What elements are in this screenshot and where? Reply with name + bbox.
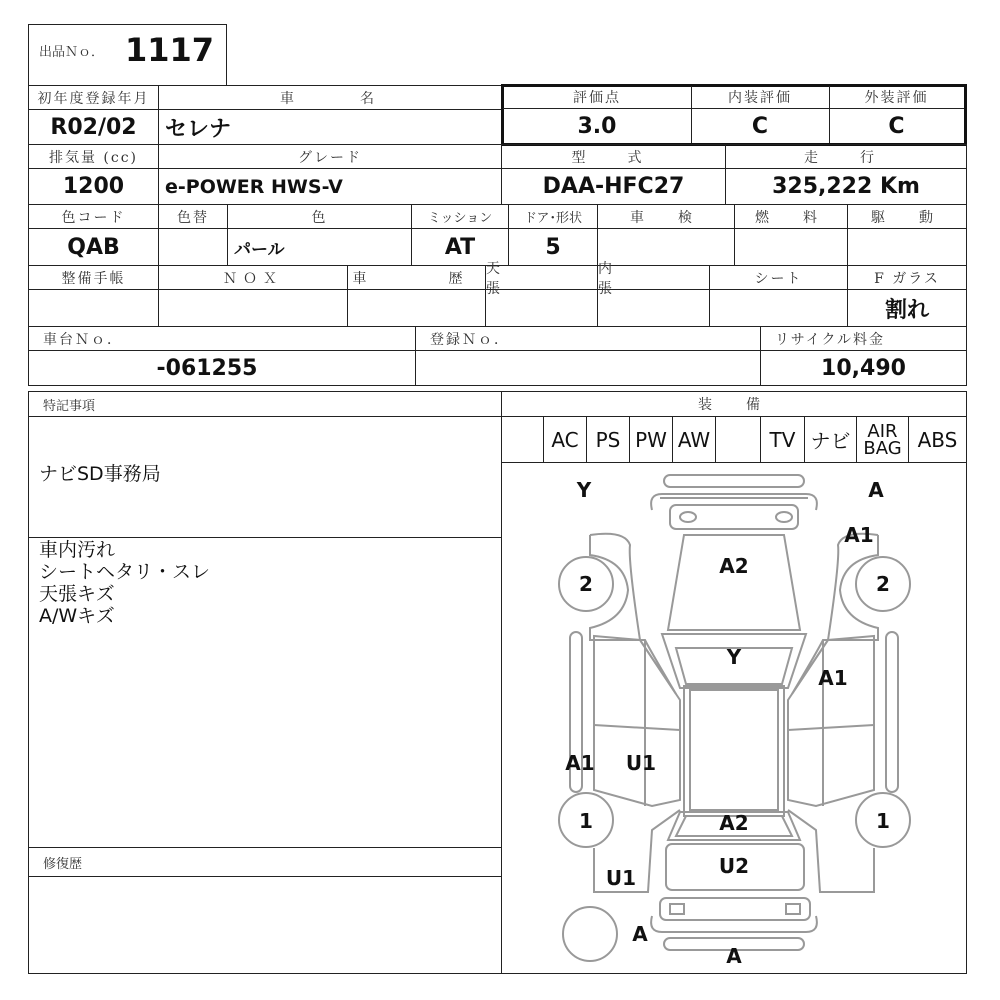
model-value: DAA-HFC27 xyxy=(501,168,726,205)
mark-right-front-door: A1 xyxy=(818,666,848,690)
mark-top-right: A xyxy=(868,478,884,502)
mission-label: ミッション xyxy=(411,204,509,229)
fuel-value xyxy=(734,228,848,266)
mark-left-quarter: U1 xyxy=(605,866,637,890)
nox-value xyxy=(158,289,348,327)
mark-front-left-wheel: 2 xyxy=(579,572,593,596)
door-value: 5 xyxy=(508,228,598,266)
notes-list xyxy=(39,539,210,627)
history-value xyxy=(347,289,486,327)
rear-bumper-top xyxy=(660,898,810,920)
notes-label: 特記事項 xyxy=(28,391,502,417)
door-label: ドア･形状 xyxy=(508,204,598,229)
equip-airbag: AIR BAG xyxy=(856,417,908,462)
history-label: 車 歴 xyxy=(347,265,486,290)
recolor-value xyxy=(158,228,228,266)
notes-line: 天張キズ xyxy=(39,583,115,605)
chassis-value: -061255 xyxy=(28,350,416,386)
left-door-split xyxy=(594,725,680,730)
right-door-split xyxy=(788,725,874,730)
equip-aw: AW xyxy=(672,417,715,462)
damage-diagram-box xyxy=(501,462,967,974)
mark-rear-left-wheel: 1 xyxy=(579,809,593,833)
color-value: パール xyxy=(227,228,412,266)
car-name-value: セレナ xyxy=(158,109,502,145)
inner-value xyxy=(597,289,710,327)
mileage-value: 325,222 Km xyxy=(725,168,967,205)
mark-left-rear-door: U1 xyxy=(625,751,657,775)
cc-value: 1200 xyxy=(28,168,159,205)
mark-left-rear-sill: A1 xyxy=(565,751,595,775)
fglass-label: F ガラス xyxy=(847,265,967,290)
mark-front-right-fender: A1 xyxy=(844,523,874,547)
lot-number: 1117 xyxy=(125,31,215,69)
left-side-body xyxy=(594,636,680,806)
regno-value xyxy=(415,350,761,386)
headlight-left xyxy=(680,512,696,522)
mark-windshield: Y xyxy=(726,645,742,669)
hood xyxy=(668,535,800,630)
ceiling-value xyxy=(485,289,598,327)
chassis-label: 車台Ｎｏ． xyxy=(28,326,416,351)
notes-top-box xyxy=(28,416,502,538)
taillight-left xyxy=(670,904,684,914)
lot-label: 出品Ｎｏ． xyxy=(39,45,105,60)
rear-bumper xyxy=(651,916,817,932)
front-bumper-strip xyxy=(664,475,804,487)
recycle-value: 10,490 xyxy=(760,350,967,386)
mark-top-left: Y xyxy=(576,478,592,502)
notes-line: 車内汚れ xyxy=(39,539,116,561)
car-diagram xyxy=(502,463,965,972)
mark-rear-right-wheel: 1 xyxy=(876,809,890,833)
lot-number-box xyxy=(28,24,227,86)
colorcode-label: 色コード xyxy=(28,204,159,229)
repair-box xyxy=(28,876,502,974)
spare-tire xyxy=(563,907,617,961)
right-side-body xyxy=(788,636,874,806)
seat-label: シート xyxy=(709,265,848,290)
equip-pw: PW xyxy=(629,417,672,462)
mark-rear-bumper-left: A xyxy=(632,922,648,946)
fglass-value: 割れ xyxy=(847,289,967,327)
notes-line: シートヘタリ・スレ xyxy=(39,561,211,583)
repair-label: 修復歴 xyxy=(28,847,502,877)
seat-value xyxy=(709,289,848,327)
grade-label: グレード xyxy=(158,144,502,169)
cc-label: 排気量 (cc) xyxy=(28,144,159,169)
interior-value: C xyxy=(691,109,830,143)
drive-value xyxy=(847,228,967,266)
mark-front-right-wheel: 2 xyxy=(876,572,890,596)
equip-navi: ナビ xyxy=(804,417,856,462)
interior-label: 内装評価 xyxy=(691,86,830,109)
grade-value: e-POWER HWS-V xyxy=(158,168,502,205)
right-rear-quarter xyxy=(788,810,874,892)
mark-rear-bumper: A xyxy=(726,944,742,968)
exterior-value: C xyxy=(888,113,905,139)
mark-tailgate: U2 xyxy=(718,854,750,878)
nox-label: ＮＯＸ xyxy=(158,265,348,290)
taillight-right xyxy=(786,904,800,914)
grille xyxy=(670,505,798,529)
exterior-label: 外装評価 xyxy=(829,86,964,109)
maint-label: 整備手帳 xyxy=(28,265,159,290)
colorcode-value: QAB xyxy=(28,228,159,266)
recolor-label: 色替 xyxy=(158,204,228,229)
drive-label: 駆 動 xyxy=(847,204,967,229)
name-label: 車 名 xyxy=(158,85,502,110)
roof-outer xyxy=(684,686,784,816)
score-label: 評価点 xyxy=(503,86,692,109)
notes-body-box xyxy=(28,537,502,848)
equipment-label: 装 備 xyxy=(501,391,967,417)
color-label: 色 xyxy=(227,204,412,229)
mileage-label: 走 行 xyxy=(725,144,967,169)
roof xyxy=(690,690,778,810)
equip-blank xyxy=(715,417,760,462)
mark-hood: A2 xyxy=(719,554,749,578)
equip-ps: PS xyxy=(586,417,629,462)
equip-abs: ABS xyxy=(908,417,966,462)
equip-ac: AC xyxy=(543,417,586,462)
mission-value: AT xyxy=(411,228,509,266)
left-front-fender xyxy=(590,534,676,694)
ceiling-label: 天 張 xyxy=(485,265,598,290)
headlight-right xyxy=(776,512,792,522)
right-side-sill xyxy=(886,632,898,792)
model-label: 型 式 xyxy=(501,144,726,169)
inspection-label: 車 検 xyxy=(597,204,735,229)
inner-label: 内 張 xyxy=(597,265,710,290)
recycle-label: リサイクル料金 xyxy=(760,326,967,351)
notes-line: A/Wキズ xyxy=(39,605,115,627)
fuel-label: 燃 料 xyxy=(734,204,848,229)
equip-tv: TV xyxy=(760,417,804,462)
reg-value: R02/02 xyxy=(28,109,159,145)
regno-label: 登録Ｎｏ． xyxy=(415,326,761,351)
reg-label: 初年度登録年月 xyxy=(28,85,159,110)
mark-rear-glass: A2 xyxy=(719,811,749,835)
notes-top-line: ナビSD事務局 xyxy=(39,463,161,485)
maint-value xyxy=(28,289,159,327)
score-value: 3.0 xyxy=(503,109,692,143)
front-bumper xyxy=(651,494,817,510)
